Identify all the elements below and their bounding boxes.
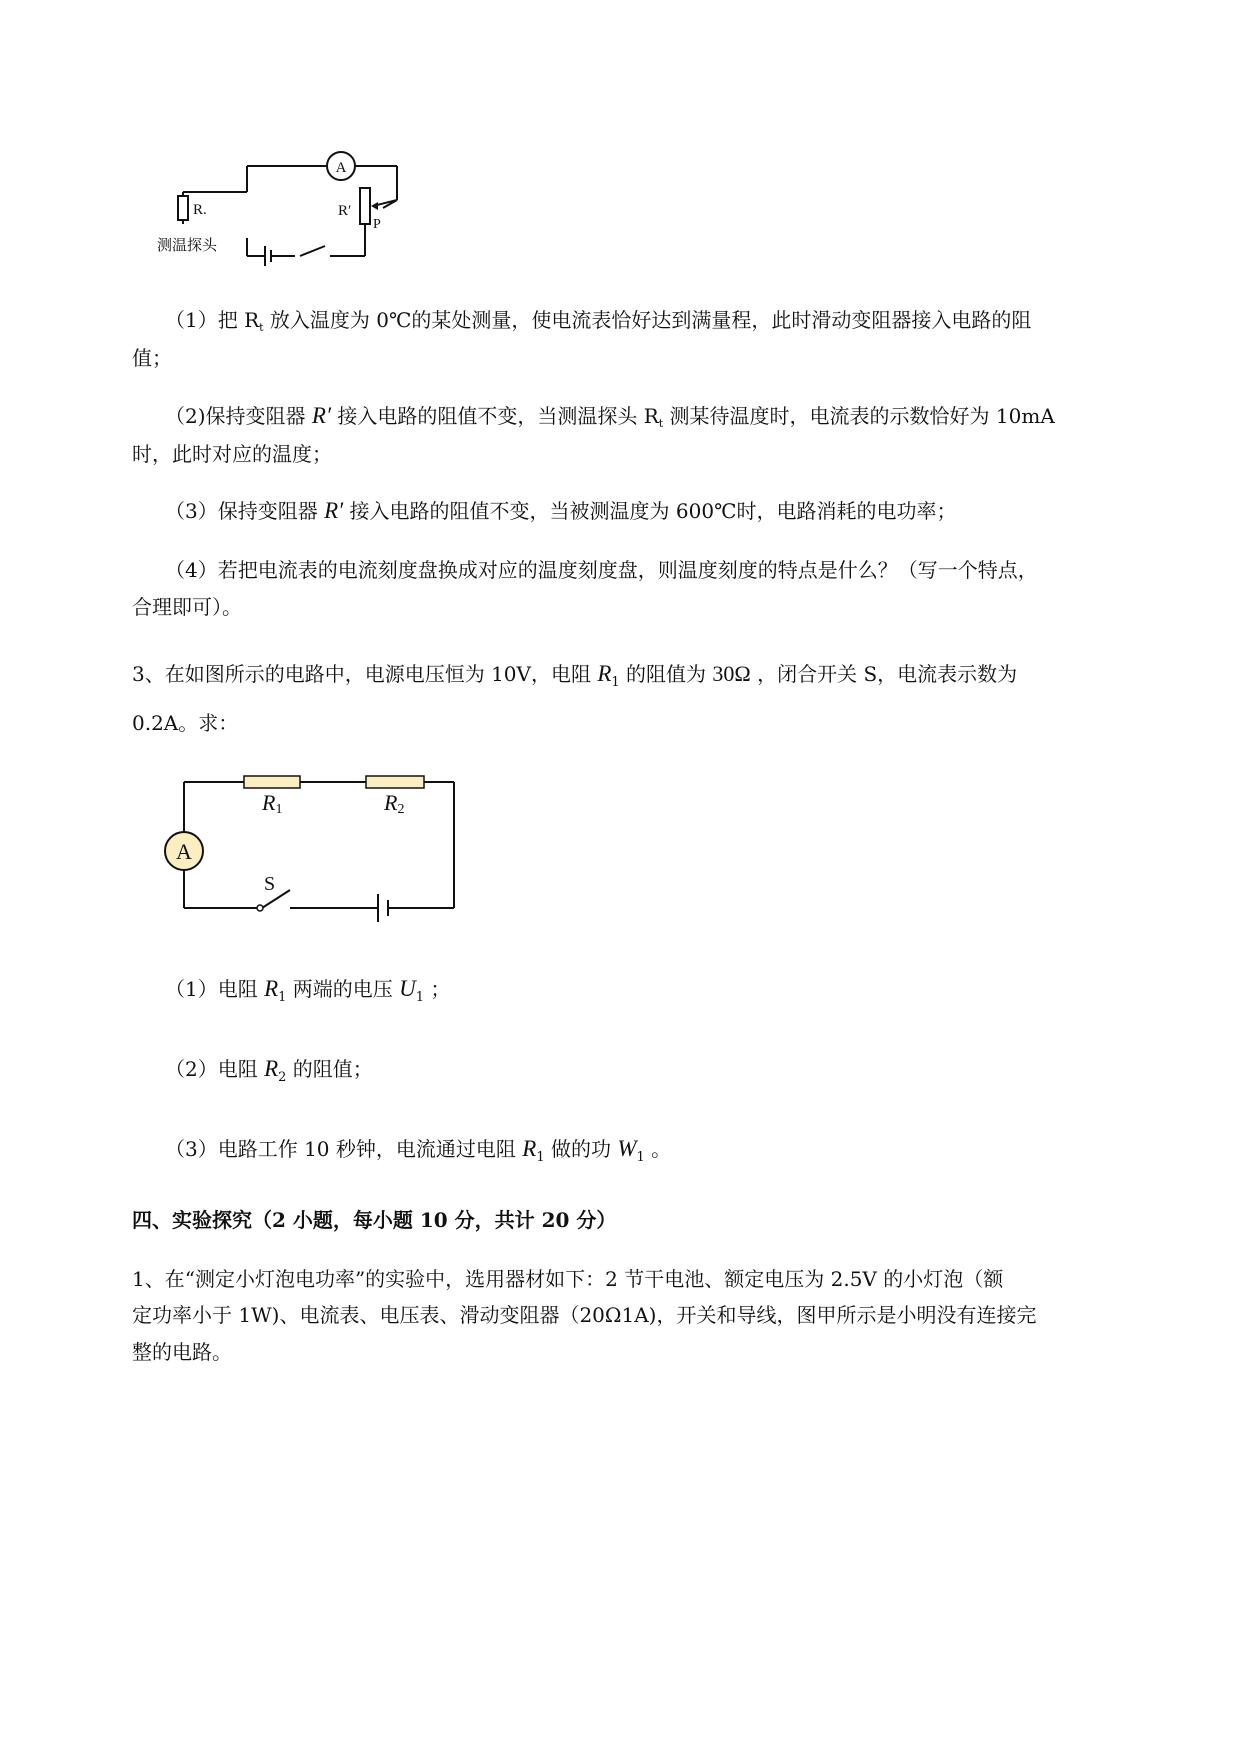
q2-item4-line1: （4）若把电流表的电流刻度盘换成对应的温度刻度盘，则温度刻度的特点是什么？（写一个特点， [165,558,1038,582]
q3-item1: （1）电阻 $R_1$ 两端的电压 $U_1$ ； [165,976,451,1005]
rt-label: R. [193,202,207,218]
q3-stem-line2: 0.2A。求： [132,711,239,735]
section4-q1-line2: 定功率小于 1W)、电流表、电压表、滑动变阻器（20Ω1A)，开关和导线，图甲所示是小明没有连接完 [132,1303,1037,1327]
q2-item3: （3）保持变阻器 R′ 接入电路的阻值不变，当被测温度为 600℃时，电路消耗的电功率； [165,498,957,523]
q3-item3: （3）电路工作 10 秒钟，电流通过电阻 $R_1$ 做的功 $W_1$ 。 [165,1136,672,1165]
q2-item4-line2: 合理即可）。 [132,595,242,619]
section-heading: 四、实验探究（2 小题，每小题 10 分，共计 20 分） [132,1208,617,1232]
q2-item2-line2: 时，此时对应的温度； [132,442,332,466]
q2-item1-line2: 值； [132,346,172,370]
probe-ammeter-label: A [335,160,347,176]
q3-item2: （2）电阻 $R_2$ 的阻值； [165,1056,373,1085]
probe-circuit-diagram [155,148,455,278]
section4-q1-line3: 整的电路。 [132,1340,232,1364]
probe-label: 测温探头 [157,236,218,254]
q2-item2-line1: （2)保持变阻器 R′ 接入电路的阻值不变，当测温探头 $R_t$ 测某待温度时，电流表的示数恰好为 10mA [165,403,1055,430]
r1-label: R1 [262,790,283,817]
switch-label: S [264,873,276,895]
q2-item1-line1: （1）把 $R_t$ 放入温度为 0℃的某处测量，使电流表恰好达到满量程，此时滑动变阻器接入电路的阻 [165,308,1032,334]
rprime-label: R′ [338,203,352,219]
q3-stem-line1: 3、在如图所示的电路中，电源电压恒为 10V，电阻 $R_1$ 的阻值为 30Ω ，闭合开关 S，电流表示数为 [132,661,1018,690]
p-label: P [373,217,381,232]
r2-label: R2 [384,790,405,817]
section4-q1-line1: 1、在“测定小灯泡电功率”的实验中，选用器材如下：2 节干电池、额定电压为 2.5V 的小灯泡（额 [132,1267,1004,1291]
series-ammeter-label: A [176,839,192,864]
series-circuit-diagram [160,770,480,930]
